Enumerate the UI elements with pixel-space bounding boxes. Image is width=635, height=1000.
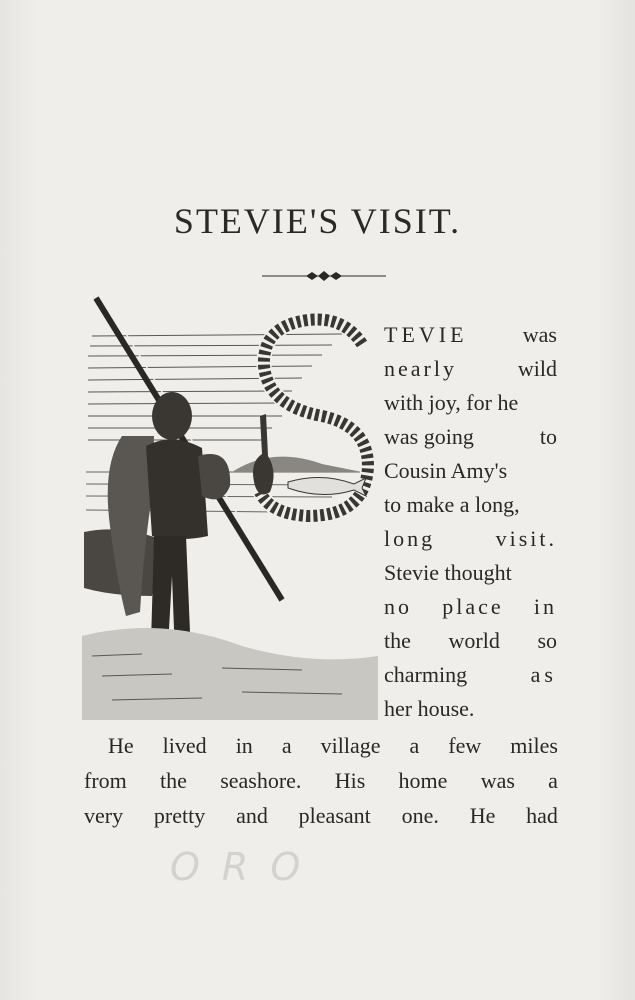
word: in	[235, 733, 253, 758]
word: a	[548, 768, 558, 793]
word: a	[409, 733, 420, 758]
word: as	[530, 662, 557, 687]
fisherman-illustration	[82, 296, 378, 720]
text-line	[384, 386, 557, 420]
title-ornament	[262, 268, 386, 284]
word: visit.	[495, 526, 557, 551]
word: lived	[162, 733, 207, 758]
word: place	[442, 594, 504, 619]
word: her house.	[384, 696, 475, 721]
word: and	[236, 803, 268, 828]
word: long	[384, 526, 436, 551]
word: charming	[384, 662, 468, 687]
word: He	[108, 733, 134, 758]
word: pleasant	[298, 803, 371, 828]
word: with joy, for he	[384, 390, 519, 415]
word: home	[398, 768, 448, 793]
word: miles	[510, 733, 558, 758]
text-line	[384, 318, 557, 352]
word: the	[384, 628, 411, 653]
word: the	[160, 768, 187, 793]
word: wild	[517, 356, 557, 381]
text-line	[84, 728, 558, 763]
word: in	[533, 594, 557, 619]
word: Cousin Amy's	[384, 458, 508, 483]
word: seashore.	[220, 768, 302, 793]
text-line	[384, 556, 557, 590]
word: was	[522, 322, 557, 347]
word: pretty	[153, 803, 206, 828]
word: village	[320, 733, 381, 758]
body-paragraph	[84, 728, 558, 833]
word: a	[281, 733, 292, 758]
word: to make a long,	[384, 492, 520, 517]
text-line	[384, 488, 557, 522]
word: to	[539, 424, 557, 449]
text-line	[384, 454, 557, 488]
pencil-annotation: ORO	[170, 845, 323, 889]
text-line	[384, 692, 557, 726]
word: few	[448, 733, 482, 758]
text-line	[384, 624, 557, 658]
text-line	[384, 658, 557, 692]
text-line	[84, 798, 558, 833]
text-line	[384, 522, 557, 556]
word: Stevie thought	[384, 560, 512, 585]
word: He	[469, 803, 496, 828]
word: from	[84, 768, 127, 793]
word: one.	[401, 803, 439, 828]
word: had	[526, 803, 558, 828]
word: very	[84, 803, 124, 828]
text-line	[384, 590, 557, 624]
text-line	[84, 763, 558, 798]
word: world	[448, 628, 500, 653]
word: no	[384, 594, 412, 619]
word: was	[480, 768, 515, 793]
word: His	[334, 768, 366, 793]
text-line	[384, 352, 557, 386]
word: TEVIE	[384, 322, 468, 347]
text-line	[384, 420, 557, 454]
drop-cap-paragraph	[384, 318, 557, 726]
chapter-title: STEVIE'S VISIT.	[173, 201, 462, 241]
word: so	[537, 628, 557, 653]
word: nearly	[384, 356, 457, 381]
word: was going	[384, 424, 474, 449]
